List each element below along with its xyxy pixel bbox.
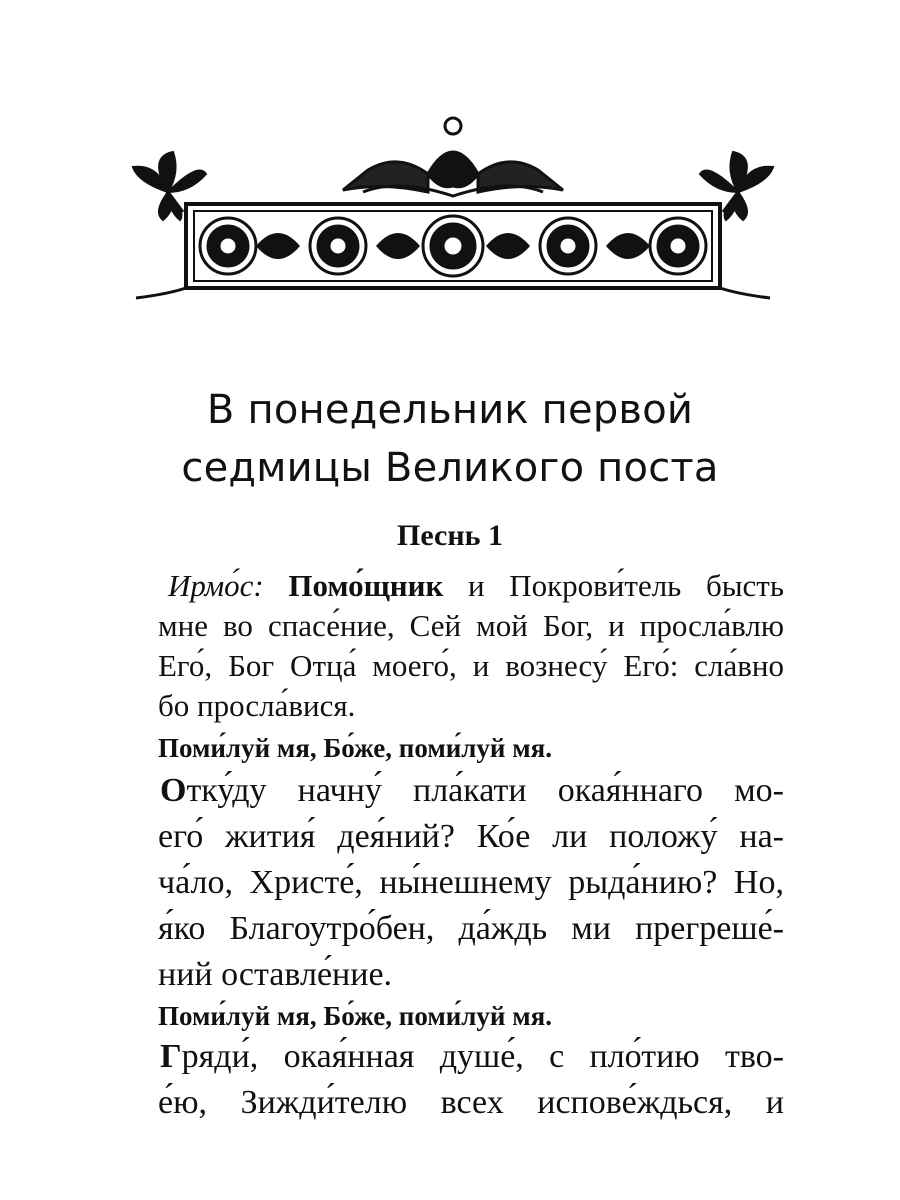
decorative-headpiece-ornament (128, 112, 778, 302)
troparion-2-initial: Г (160, 1038, 182, 1075)
troparion-1-line-4: я́ко Благоутро́бен, да́ждь ми прегреше́- (158, 910, 784, 947)
troparion-1-line-5: ний оставле́ние. (158, 956, 393, 993)
troparion-1-initial: О (160, 772, 187, 809)
irmos-label: Ирмо́с: (168, 568, 264, 603)
refrain-2: Поми́луй мя, Бо́же, поми́луй мя. (158, 1001, 552, 1031)
troparion-2-line-2: е́ю, Зижди́телю всех испове́ждься, и (158, 1084, 784, 1121)
irmos-line-3: Его́, Бог Отца́ моего́, и вознесу́ Его́: сла́вно (158, 648, 784, 683)
refrain-1: Поми́луй мя, Бо́же, поми́луй мя. (158, 733, 552, 763)
troparion-1-line-3: ча́ло, Христе́, ны́нешнему рыда́нию? Но, (158, 864, 784, 901)
irmos-line-1 (158, 566, 784, 606)
page-title-line-1: В понедельник первой (206, 387, 694, 433)
irmos-line-4: бо просла́вися. (158, 688, 356, 723)
ornament-band (136, 204, 770, 298)
troparion-1-line-1-text: тку́ду начну́ пла́кати окая́ннаго мо- (186, 772, 784, 809)
troparion-2-line-1-text: ряди́, окая́нная душе́, с пло́тию тво- (181, 1038, 784, 1075)
irmos-line-1-text: и Покрови́тель бысть (443, 568, 784, 603)
irmos-line-2: мне во спасе́ние, Сей мой Бог, и просла́влю (158, 608, 784, 643)
canto-heading: Песнь 1 (397, 519, 503, 552)
troparion-2-line-1 (158, 1034, 784, 1080)
troparion-1-line-1 (158, 768, 784, 814)
troparion-1-line-2: его́ жития́ дея́ний? Ко́е ли положу́ на- (158, 818, 784, 855)
page-title-line-2: седмицы Великого поста (181, 445, 719, 491)
irmos-first-word: Помо́щник (288, 568, 444, 603)
crown-ornament (343, 118, 563, 196)
